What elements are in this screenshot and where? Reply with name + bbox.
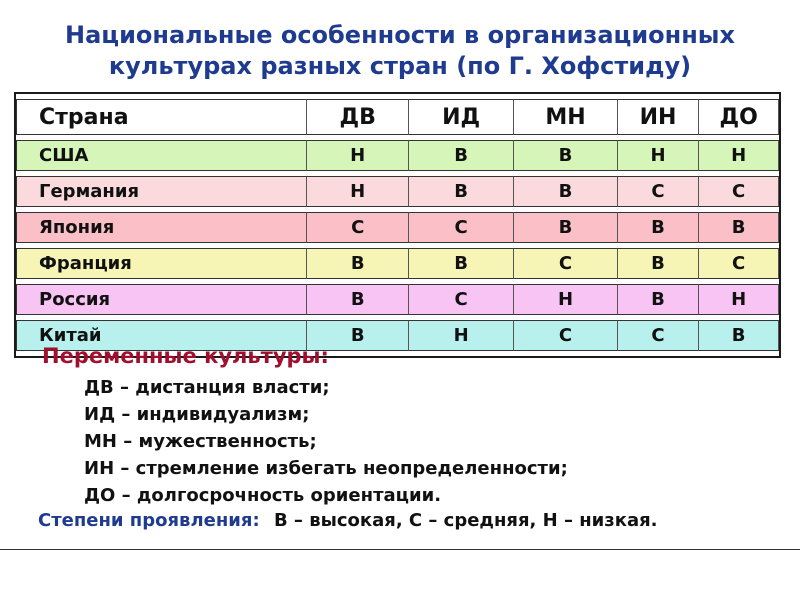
value-cell: Н bbox=[307, 176, 408, 207]
degrees-line bbox=[38, 510, 657, 531]
value-cell: Н bbox=[409, 320, 514, 351]
header-dv: ДВ bbox=[307, 99, 408, 135]
legend-item-id: ИД – индивидуализм; bbox=[84, 404, 310, 425]
table-row bbox=[16, 248, 779, 279]
value-cell: Н bbox=[699, 140, 779, 171]
legend-list bbox=[84, 374, 568, 509]
value-cell: В bbox=[618, 248, 700, 279]
value-cell: В bbox=[618, 284, 700, 315]
value-cell: С bbox=[514, 248, 617, 279]
table-row bbox=[16, 140, 779, 171]
header-mn: МН bbox=[514, 99, 617, 135]
value-cell: Н bbox=[514, 284, 617, 315]
value-cell: Н bbox=[618, 140, 700, 171]
value-cell: В bbox=[409, 176, 514, 207]
value-cell: Н bbox=[307, 140, 408, 171]
table-row bbox=[16, 212, 779, 243]
title-line-1: Национальные особенности в организационных bbox=[65, 21, 735, 49]
value-cell: С bbox=[409, 284, 514, 315]
value-cell: В bbox=[514, 176, 617, 207]
country-cell: США bbox=[16, 140, 307, 171]
value-cell: С bbox=[514, 320, 617, 351]
value-cell: В bbox=[307, 320, 408, 351]
value-cell: В bbox=[514, 212, 617, 243]
legend-item-in: ИН – стремление избегать неопределенности; bbox=[84, 458, 568, 479]
value-cell: В bbox=[307, 248, 408, 279]
hofstede-table bbox=[14, 92, 781, 358]
page-title bbox=[0, 20, 800, 82]
value-cell: С bbox=[699, 248, 779, 279]
header-do: ДО bbox=[699, 99, 779, 135]
value-cell: С bbox=[618, 320, 700, 351]
degrees-text: В – высокая, С – средняя, Н – низкая. bbox=[273, 510, 658, 531]
value-cell: С bbox=[699, 176, 779, 207]
degrees-label: Степени проявления: bbox=[38, 510, 260, 531]
value-cell: В bbox=[514, 140, 617, 171]
bottom-divider bbox=[0, 549, 800, 550]
value-cell: Н bbox=[699, 284, 779, 315]
value-cell: В bbox=[307, 284, 408, 315]
country-cell: Франция bbox=[16, 248, 307, 279]
table-row bbox=[16, 176, 779, 207]
country-cell: Россия bbox=[16, 284, 307, 315]
value-cell: С bbox=[618, 176, 700, 207]
value-cell: В bbox=[699, 320, 779, 351]
table-row bbox=[16, 284, 779, 315]
header-country: Страна bbox=[16, 99, 307, 135]
country-cell: Япония bbox=[16, 212, 307, 243]
legend-item-do: ДО – долгосрочность ориентации. bbox=[84, 485, 442, 506]
table-header-row bbox=[16, 99, 779, 135]
value-cell: С bbox=[409, 212, 514, 243]
value-cell: В bbox=[699, 212, 779, 243]
country-cell: Германия bbox=[16, 176, 307, 207]
value-cell: С bbox=[307, 212, 408, 243]
country-cell: Китай bbox=[16, 320, 307, 351]
legend-heading: Переменные культуры: bbox=[42, 344, 329, 368]
header-id: ИД bbox=[409, 99, 514, 135]
header-in: ИН bbox=[618, 99, 700, 135]
legend-item-dv: ДВ – дистанция власти; bbox=[84, 377, 330, 398]
title-line-2: культурах разных стран (по Г. Хофстиду) bbox=[108, 52, 692, 80]
value-cell: В bbox=[409, 140, 514, 171]
value-cell: В bbox=[618, 212, 700, 243]
value-cell: В bbox=[409, 248, 514, 279]
legend-item-mn: МН – мужественность; bbox=[84, 431, 317, 452]
